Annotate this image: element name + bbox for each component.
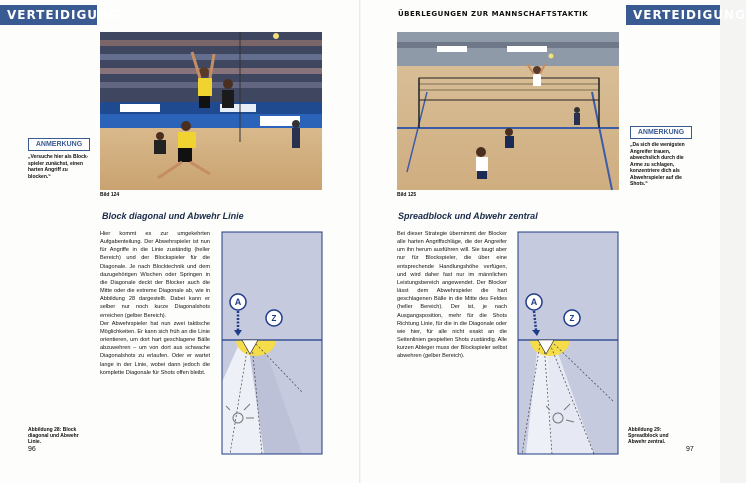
beach-volleyball-block-photo xyxy=(100,32,322,190)
blocker-label-29: A xyxy=(530,297,538,307)
court-diagram-29-svg xyxy=(518,232,618,454)
beach-volleyball-spread-photo xyxy=(397,32,619,190)
photo-block-124 xyxy=(100,32,322,190)
defender-label-29: Z xyxy=(569,314,575,323)
blocker-label: A xyxy=(234,297,242,307)
paragraph-right-1: Bei dieser Strategie übernimmt der Blocker alle harten Angriffschläge, die der Angreifer um ihn herum ausführen will. Sie taugt aber nur für Blockspieler, die über eine entsprechende Handlungshöhe verfügen, und wird daher fast nur im männlichen Leistungsbereich angewendet. Der Blocker lässt dem Abwehrspieler die hart geschlagenen Bälle in die Mitte des Feldes (heller Bereich). Der ist, je nach Ausgangsposition, mehr für die Shots Richtung Linie, für die in die Diagonale oder wie hier, für alle nicht exakt an die Seitenlinien gespielten Shots zuständig. Alle kurzen Ableger muss der Blockspieler selbst abwehren (gelber Bereich). xyxy=(397,231,507,360)
body-text-right xyxy=(397,230,507,361)
section-badge-left: VERTEIDIGUNG xyxy=(0,5,97,25)
court-diagram-29 xyxy=(518,232,618,459)
photo-spreadblock-125 xyxy=(397,32,619,190)
section-badge-right: VERTEIDIGUNG xyxy=(626,5,720,25)
note-text-left: „Versuche hier als Block-spieler zunächst, einen harten Angriff zu blocken.“ xyxy=(28,154,89,180)
note-box-left xyxy=(28,138,90,180)
defender-label: Z xyxy=(271,314,277,323)
heading-right: Spreadblock und Abwehr zentral xyxy=(398,211,538,221)
court-diagram-28-svg xyxy=(222,232,322,454)
running-head: ÜBERLEGUNGEN ZUR MANNSCHAFTSTAKTIK xyxy=(398,10,589,18)
photo-caption-124: Bild 124 xyxy=(100,192,120,198)
figure-caption-28: Abbildung 28: Block diagonal und Abwehr Linie. xyxy=(28,427,79,445)
body-text-left xyxy=(100,230,210,377)
note-title-right: ANMERKUNG xyxy=(630,126,692,139)
page-number-left: 96 xyxy=(28,446,36,453)
paragraph-left-1: Hier kommt es zur umgekehrten Aufgabenteilung. Der Abwehrspieler ist nun für Angriffe in die Linie zuständig (heller Bereich) und der Blockspieler für die Diagonale. Je nach Blocktechnik und dem dazugehörigen Wischen oder Springen in die Diagonale deckt der Blocker auch die Mitte oder die extreme Diagonale ab, wie in Abbildung 28 dargestellt. Dabei kann er selber nur noch kurze Diagonalshots erreichen (gelber Bereich). xyxy=(100,231,210,319)
note-title-left: ANMERKUNG xyxy=(28,138,90,151)
page-number-right: 97 xyxy=(686,446,694,453)
heading-left: Block diagonal und Abwehr Linie xyxy=(102,211,244,221)
paragraph-left-2: Der Abwehrspieler hat nun zwei taktische Möglichkeiten. Er kann sich früh an die Linie orientieren, um dort hart geschlagene Bälle abzuwehren – um von dort aus schwache Diagonalshots zu erlaufen. Oder er wartet lange in der Linie, wobei dann jedoch die komplette Diagonale für Shots offen bleibt. xyxy=(100,320,210,376)
page-gutter xyxy=(359,0,361,483)
court-diagram-28 xyxy=(222,232,322,459)
photo-caption-125: Bild 125 xyxy=(397,192,417,198)
figure-caption-29: Abbildung 29: Spreadblock und Abwehr zentral. xyxy=(628,427,669,445)
note-box-right xyxy=(630,126,692,188)
note-text-right: „Da sich die wenigsten Angreifer trauen, abwechslich durch die Arme zu schlagen, konzentriere dich als Abwehrspieler auf die Shots.“ xyxy=(630,142,685,187)
